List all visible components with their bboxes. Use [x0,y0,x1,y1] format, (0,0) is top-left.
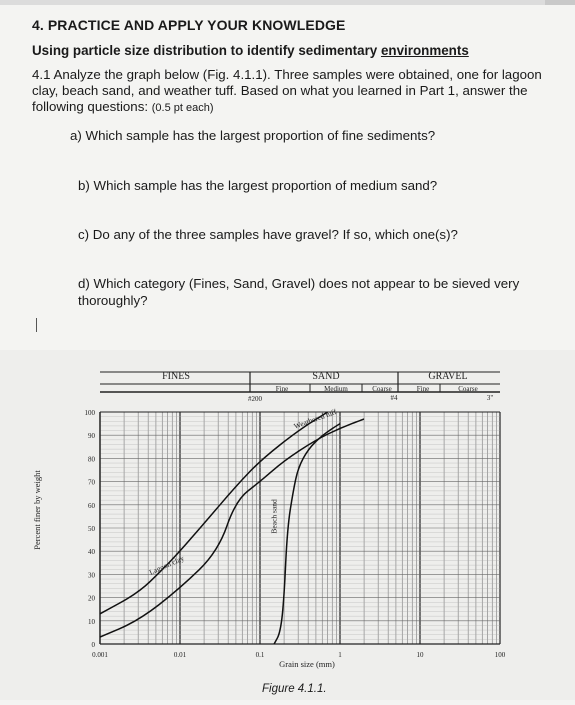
margin-mark [36,318,37,332]
y-tick-label: 10 [88,617,95,626]
y-tick-label: 0 [91,641,95,649]
intro-text: 4.1 Analyze the graph below (Fig. 4.1.1). Three samples were obtained, one for lagoon clay, beach sand, and weather tuff. Based on what you learned in Part 1, answer the following questions: [32,67,542,114]
y-tick-label: 30 [88,571,95,580]
intro-paragraph [32,67,542,116]
x-axis-label: Grain size (mm) [279,659,335,669]
series-weathered-tuff-label: Weathered tuff [292,407,338,431]
figure [0,350,575,700]
top-strip-corner [545,0,575,5]
x-tick-label: 0.001 [92,651,108,659]
subheading-underlined: environments [380,43,469,58]
subheading-text: Using particle size distribution to identify sedimentary [32,43,381,58]
y-axis-label: Percent finer by weight [32,470,42,550]
header-sand: SAND [312,371,340,382]
sieve-4-label: #4 [390,394,398,402]
x-tick-label: 100 [494,651,506,659]
series-lagoon-clay-label: Lagoon clay [147,553,186,577]
header-sand-medium: Medium [324,385,348,393]
y-tick-label: 100 [84,409,95,417]
y-tick-label: 40 [88,548,95,557]
figure-caption: Figure 4.1.1. [262,683,327,695]
top-strip [0,0,575,5]
header-gravel-fine: Fine [416,385,430,393]
section-heading: 4. PRACTICE AND APPLY YOUR KNOWLEDGE [32,17,346,33]
x-tick-label: 0.1 [255,651,265,659]
y-tick-label: 20 [88,594,95,603]
question-a: a) Which sample has the largest proportion of fine sediments? [70,128,436,143]
y-tick-label: 50 [88,525,95,533]
header-gravel: GRAVEL [428,371,468,382]
section-subheading [32,43,469,58]
x-tick-label: 0.01 [173,651,187,659]
size-3in-label: 3" [486,394,494,402]
header-sand-coarse: Coarse [372,385,392,393]
question-c: c) Do any of the three samples have gravel? If so, which one(s)? [78,227,458,242]
x-tick-label: 10 [416,651,424,659]
y-tick-label: 80 [88,455,95,464]
series-beach-sand-label: Beach sand [269,499,279,534]
grain-size-chart [0,350,575,700]
x-tick-label: 1 [338,651,342,659]
header-sand-fine: Fine [275,385,289,393]
sieve-200-label: #200 [248,395,262,403]
header-gravel-coarse: Coarse [458,385,478,393]
question-b: b) Which sample has the largest proportion of medium sand? [78,178,438,193]
photo-background [0,350,575,700]
y-tick-label: 70 [88,478,95,487]
points-note: (0.5 pt each) [151,102,214,114]
y-tick-label: 90 [88,432,95,441]
question-d: d) Which category (Fines, Sand, Gravel) does not appear to be sieved very thoroughly? [78,276,520,308]
y-tick-label: 60 [88,501,95,510]
header-fines: FINES [162,371,190,382]
